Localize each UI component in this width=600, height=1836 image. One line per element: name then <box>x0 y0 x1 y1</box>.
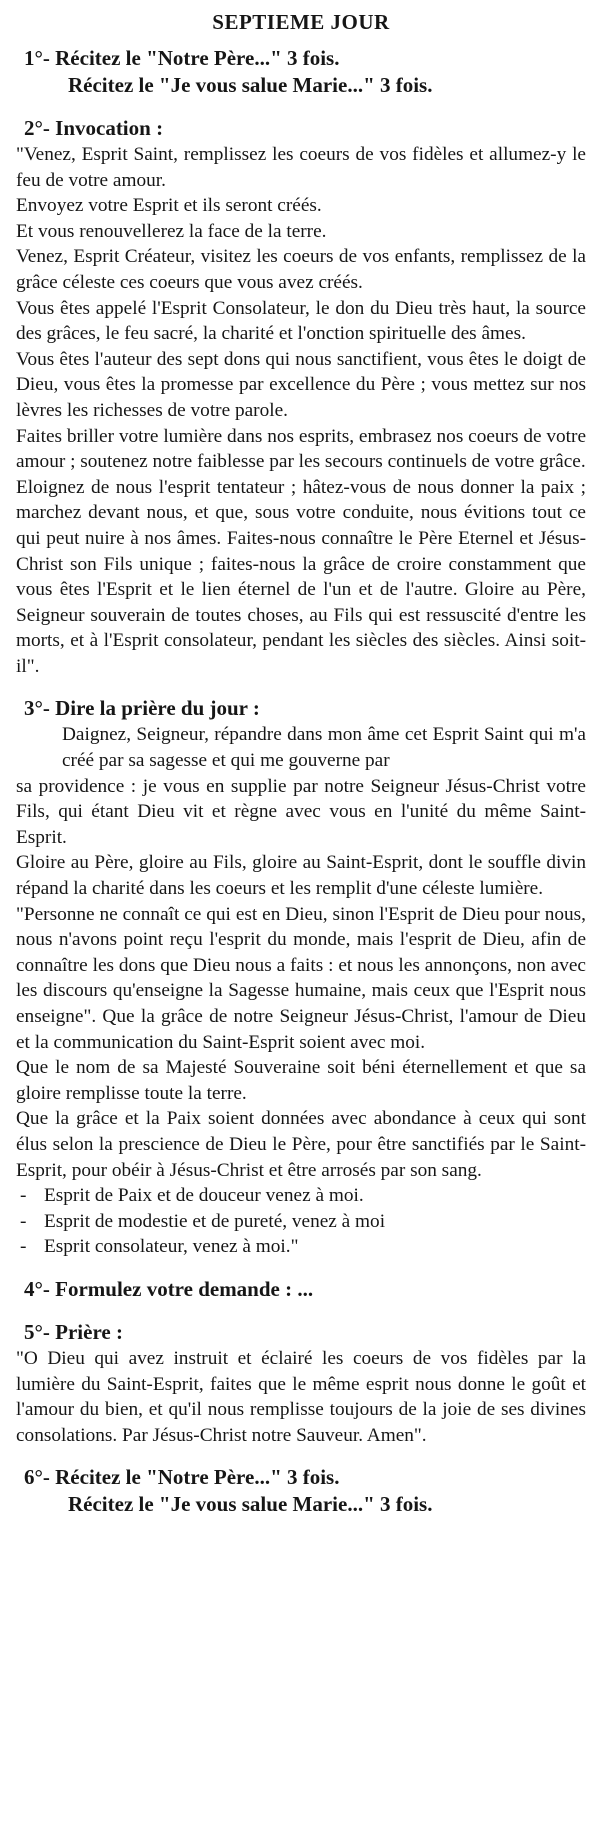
prayer-of-day-paragraph: Que le nom de sa Majesté Souveraine soit béni éternellement et que sa gloire remplisse toute la terre. <box>16 1057 586 1104</box>
invocation-paragraph: "Venez, Esprit Saint, remplissez les coeurs de vos fidèles et allumez-y le feu de votre amour. <box>16 144 586 191</box>
section-1-line-2: Récitez le "Je vous salue Marie..." 3 fois. <box>68 73 433 97</box>
invocation-paragraph: Venez, Esprit Créateur, visitez les coeurs de vos enfants, remplissez de la grâce céleste ces coeurs que vous avez créés. <box>16 246 586 293</box>
prayer-of-day-paragraph: Que la grâce et la Paix soient données avec abondance à ceux qui sont élus selon la prescience de Dieu le Père, pour être sanctifiés par le Saint-Esprit, pour obéir à Jésus-Christ et être arrosés par son sang. <box>16 1108 586 1181</box>
invocation-paragraph: Envoyez votre Esprit et ils seront créés. <box>16 195 322 217</box>
section-4-heading: 4°- Formulez votre demande : ... <box>24 1276 314 1301</box>
invocation-paragraph: Vous êtes appelé l'Esprit Consolateur, le don du Dieu très haut, la source des grâces, le feu sacré, la charité et l'onction spirituelle des âmes. <box>16 297 586 345</box>
invocation-paragraph: Vous êtes l'auteur des sept dons qui nous sanctifient, vous êtes le doigt de Dieu, vous êtes la promesse par excellence du Père ; vous mettez sur nos lèvres les richesses de votre parole. <box>16 348 586 421</box>
page-title: SEPTIEME JOUR <box>212 10 390 34</box>
section-1-line-1: 1°- Récitez le "Notre Père..." 3 fois. <box>24 46 340 70</box>
prayer-of-day-paragraph: sa providence : je vous en supplie par notre Seigneur Jésus-Christ votre Fils, qui étant Dieu vit et règne avec vous en l'unité du même Saint- Esprit. <box>16 775 586 848</box>
section-2-body <box>16 142 586 679</box>
section-3-body <box>16 722 586 1259</box>
prayer-of-day-paragraph: "Personne ne connaît ce qui est en Dieu, sinon l'Esprit de Dieu pour nous, nous n'avons point reçu l'esprit du monde, mais l'esprit de Dieu, afin de connaître les dons que Dieu nous a faits : et nous les annonçons, non avec les discours qu'enseigne la Sagesse humaine, mais ceux que l'Esprit nous enseigne". Que la grâce de notre Seigneur Jésus-Christ, l'amour de Dieu et la communication du Saint-Esprit soient avec moi. <box>16 903 586 1053</box>
section-1-heading <box>16 45 586 99</box>
invocation-paragraph: Eloignez de nous l'esprit tentateur ; hâtez-vous de nous donner la paix ; marchez devant nous, et que, sous votre conduite, nous évitions tout ce qui peut nuire à nos âmes. Faites-nous connaître le Père Eternel et Jésus-Christ son Fils unique ; faites-nous la grâce de croire constamment que vous êtes l'Esprit et le lien éternel de l'un et de l'autre. Gloire au Père, Seigneur souverain de toutes choses, au Fils qui est ressuscité d'entre les morts, et à l'Esprit consolateur, pendant les siècles des siècles. Ainsi soit-il". <box>16 476 586 677</box>
prayer-of-day-intro: Daignez, Seigneur, répandre dans mon âme cet Esprit Saint qui m'a créé par sa sagesse et qui me gouverne par <box>62 724 586 772</box>
litany-item: - Esprit de Paix et de douceur venez à moi. <box>16 1183 586 1209</box>
prayer-of-day-paragraph: Gloire au Père, gloire au Fils, gloire au Saint-Esprit, dont le souffle divin répand la charité dans les coeurs et les remplit d'une céleste lumière. <box>16 852 586 900</box>
litany-list <box>16 1183 586 1260</box>
litany-item: - Esprit de modestie et de pureté, venez à moi <box>16 1209 586 1235</box>
litany-item: - Esprit consolateur, venez à moi." <box>16 1234 586 1260</box>
section-5-heading: 5°- Prière : <box>24 1319 123 1344</box>
section-6-line-2: Récitez le "Je vous salue Marie..." 3 fois. <box>68 1492 433 1517</box>
section-2-heading: 2°- Invocation : <box>24 116 164 140</box>
invocation-paragraph: Faites briller votre lumière dans nos esprits, embrasez nos coeurs de votre amour ; soutenez notre faiblesse par les secours continuels de votre grâce. <box>16 425 586 473</box>
section-6-line-1: 6°- Récitez le "Notre Père..." 3 fois. <box>24 1465 340 1490</box>
section-3-heading: 3°- Dire la prière du jour : <box>24 696 260 721</box>
invocation-paragraph: Et vous renouvellerez la face de la terre. <box>16 220 327 242</box>
section-6-heading <box>16 1464 586 1518</box>
closing-prayer-text: "O Dieu qui avez instruit et éclairé les coeurs de vos fidèles par la lumière du Saint-Esprit, faites que le même esprit nous donne le goût et l'amour du bien, et qu'il nous remplisse toujours de la joie de ses divines consolations. Par Jésus-Christ notre Sauveur. Amen". <box>16 1347 586 1446</box>
